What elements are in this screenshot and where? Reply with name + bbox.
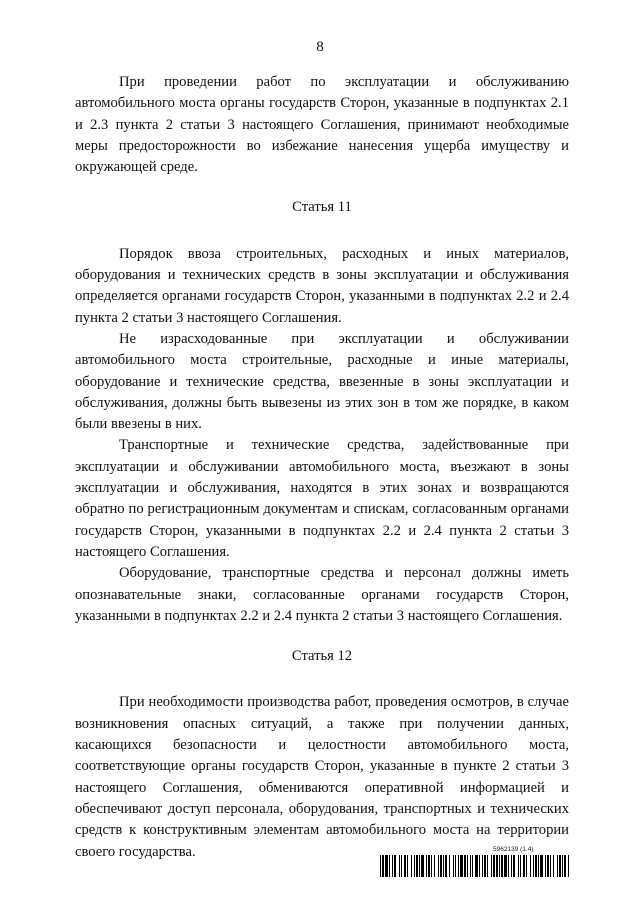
page-number: 8	[316, 39, 324, 55]
article-11-paragraph-1: Порядок ввоза строительных, расходных и иных материалов, оборудования и технических средств в зоны эксплуатации и обслуживания определяется органами государств Сторон, указанными в подпунктах 2.2 и 2.4 пункта 2 статьи 3 настоящего Соглашения.	[75, 245, 569, 326]
article-12-heading: Статья 12	[291, 648, 353, 665]
article-11-heading: Статья 11	[292, 199, 352, 216]
paragraph-intro: При проведении работ по эксплуатации и обслуживанию автомобильного моста органы государств Сторон, указанные в подпунктах 2.1 и 2.3 пункта 2 статьи 3 настоящего Соглашения, принимают необходимые меры предосторожности во избежание нанесения ущерба имуществу и окружающей среде.	[75, 74, 569, 176]
barcode-icon	[380, 855, 570, 877]
barcode-label: 5962139 (1.4)	[493, 846, 534, 853]
article-12-paragraph-1: При необходимости производства работ, проведения осмотров, в случае возникновения опасных ситуаций, а также при получении данных, касающихся безопасности и целостности автомобильного моста, соответствующие органы государств Сторон, указанные в пункте 2 статьи 3 настоящего Соглашения, обмениваются оперативной информацией и обеспечивают доступ персонала, оборудования, транспортных и технических средств к конструктивным элементам автомобильного моста на территории своего государства.	[75, 694, 569, 860]
article-11-paragraph-4: Оборудование, транспортные средства и персонал должны иметь опознавательные знаки, согласованные органами государств Сторон, указанными в подпунктах 2.2 и 2.4 пункта 2 статьи 3 настоящего Соглашения.	[75, 565, 569, 624]
article-11-paragraph-3: Транспортные и технические средства, задействованные при эксплуатации и обслуживании автомобильного моста, въезжают в зоны эксплуатации и обслуживания, находятся в этих зонах и возвращаются обратно по регистрационным документам и спискам, согласованным органами государств Сторон, указанными в подпунктах 2.2 и 2.4 пункта 2 статьи 3 настоящего Соглашения.	[75, 437, 569, 560]
document-body	[75, 72, 569, 863]
article-11-paragraph-2: Не израсходованные при эксплуатации и обслуживании автомобильного моста строительные, расходные и иные материалы, оборудование и технические средства, ввезенные в зоны эксплуатации и обслуживания, должны быть вывезены из этих зон в том же порядке, в каком были ввезены в них.	[75, 330, 569, 433]
